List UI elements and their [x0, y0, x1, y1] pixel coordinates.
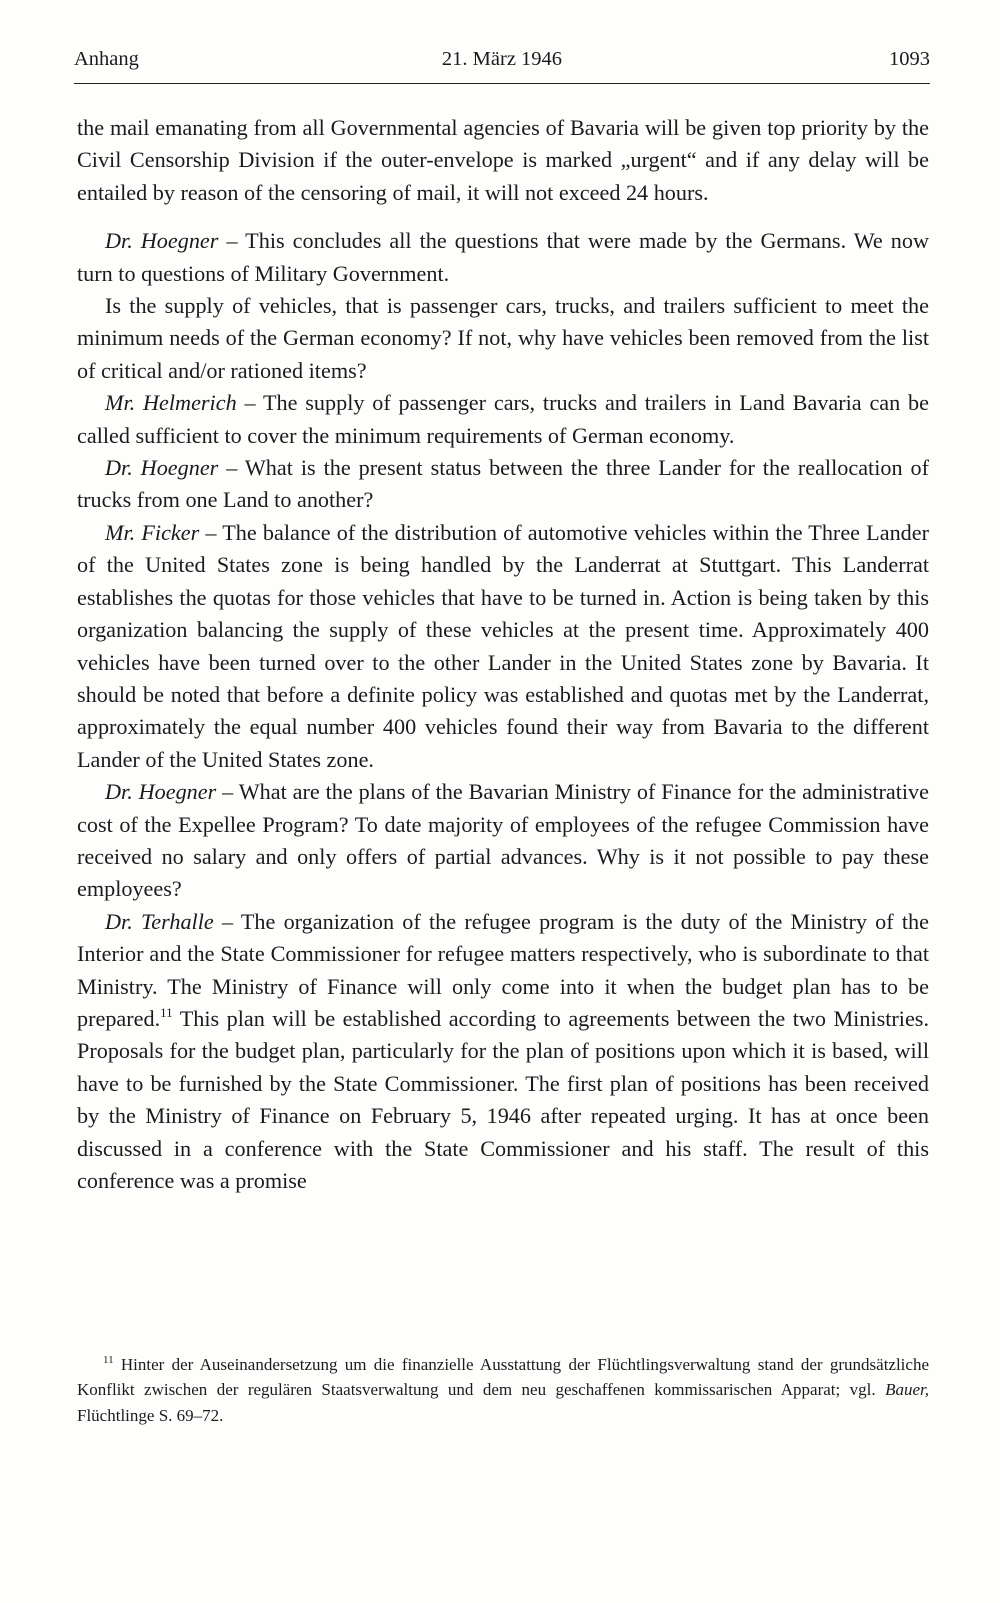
speech-text: – The organization of the refugee program is the duty of the Ministry of the Interior and the State Commissioner for refugee matters respectively, who is subordinate to that Ministry. The Ministry of Finance will only come into it when the budget plan has to be prepared. — [77, 908, 929, 1031]
speech-text: – The balance of the distribution of automotive vehicles within the Three Lander of the United States zone is being handled by the Landerrat at Stuttgart. This Landerrat establishes the quotas for those vehicles that have to be turned in. Action is being taken by this organization balancing the supply of these vehicles at the present time. Approximately 400 vehicles have been turned over to the other Lander in the United States zone by Bavaria. It should be noted that before a definite policy was established and quotas met by the Landerrat, approximately the equal number 400 vehicles found their way from Bavaria to the different Lander of the United States zone. — [77, 519, 929, 772]
speaker-name: Dr. Hoegner — [105, 779, 217, 805]
speech-text: – The supply of passenger cars, trucks and trailers in Land Bavaria can be called sufficient to cover the minimum requirements of German economy. — [77, 390, 929, 448]
speech-text: This plan will be established according to agreements between the two Ministries. Proposals for the budget plan, particularly for the plan of positions upon which it is based, will have to be furnished by the State Commissioner. The first plan of positions has been received by the Ministry of Finance on February 5, 1946 after repeated urging. It has at once been discussed in a conference with the State Commissioner and his staff. The result of this conference was a promise — [77, 1005, 929, 1193]
speaker-name: Mr. Helmerich — [105, 390, 237, 416]
paragraph-hoegner-2 — [77, 452, 929, 517]
header-section: Anhang — [74, 48, 139, 70]
paragraph-helmerich — [77, 387, 929, 452]
paragraph-hoegner-3 — [77, 776, 929, 906]
paragraph-hoegner-1 — [77, 225, 929, 290]
speech-text: – What is the present status between the three Lander for the reallocation of trucks from one Land to another? — [77, 455, 929, 513]
speech-text: – This concludes all the questions that were made by the Germans. We now turn to questions of Military Government. — [77, 228, 929, 286]
speaker-name: Dr. Terhalle — [105, 908, 214, 934]
speaker-name: Dr. Hoegner — [105, 228, 219, 254]
header-rule — [74, 83, 930, 84]
body-text — [77, 112, 929, 1197]
speech-text: – What are the plans of the Bavarian Ministry of Finance for the administrative cost of the Expellee Program? To date majority of employees of the refugee Commission have received no salary and only offers of partial advances. Why is it not possible to pay these employees? — [77, 779, 929, 902]
footnote-reference: 11 — [160, 1004, 173, 1020]
speaker-name: Dr. Hoegner — [105, 455, 219, 481]
running-header — [74, 48, 930, 84]
page-number: 1093 — [889, 48, 930, 70]
footnote-author: Bauer, — [885, 1380, 929, 1400]
paragraph-question-vehicles: Is the supply of vehicles, that is passenger cars, trucks, and trailers sufficient to meet the minimum needs of the German economy? If not, why have vehicles been removed from the list of critical and/or rationed items? — [77, 293, 929, 383]
header-date: 21. März 1946 — [441, 48, 563, 70]
paragraph-continuation: the mail emanating from all Governmental agencies of Bavaria will be given top priority by the Civil Censorship Division if the outer-envelope is marked „urgent“ and if any delay will be entailed by reason of the censoring of mail, it will not exceed 24 hours. — [77, 115, 929, 205]
footnote-number: 11 — [103, 1354, 114, 1366]
footnote-text: Flüchtlinge S. 69–72. — [77, 1405, 224, 1425]
speaker-name: Mr. Ficker — [105, 519, 200, 545]
paragraph-ficker — [77, 517, 929, 776]
paragraph-terhalle — [77, 906, 929, 1198]
footnote-text: Hinter der Auseinandersetzung um die finanzielle Ausstattung der Flüchtlingsverwaltung stand der grundsätzliche Konflikt zwischen der regulären Staatsverwaltung und dem neu geschaffenen kommissarischen Apparat; vgl. — [77, 1355, 929, 1400]
footnote — [77, 1352, 929, 1428]
